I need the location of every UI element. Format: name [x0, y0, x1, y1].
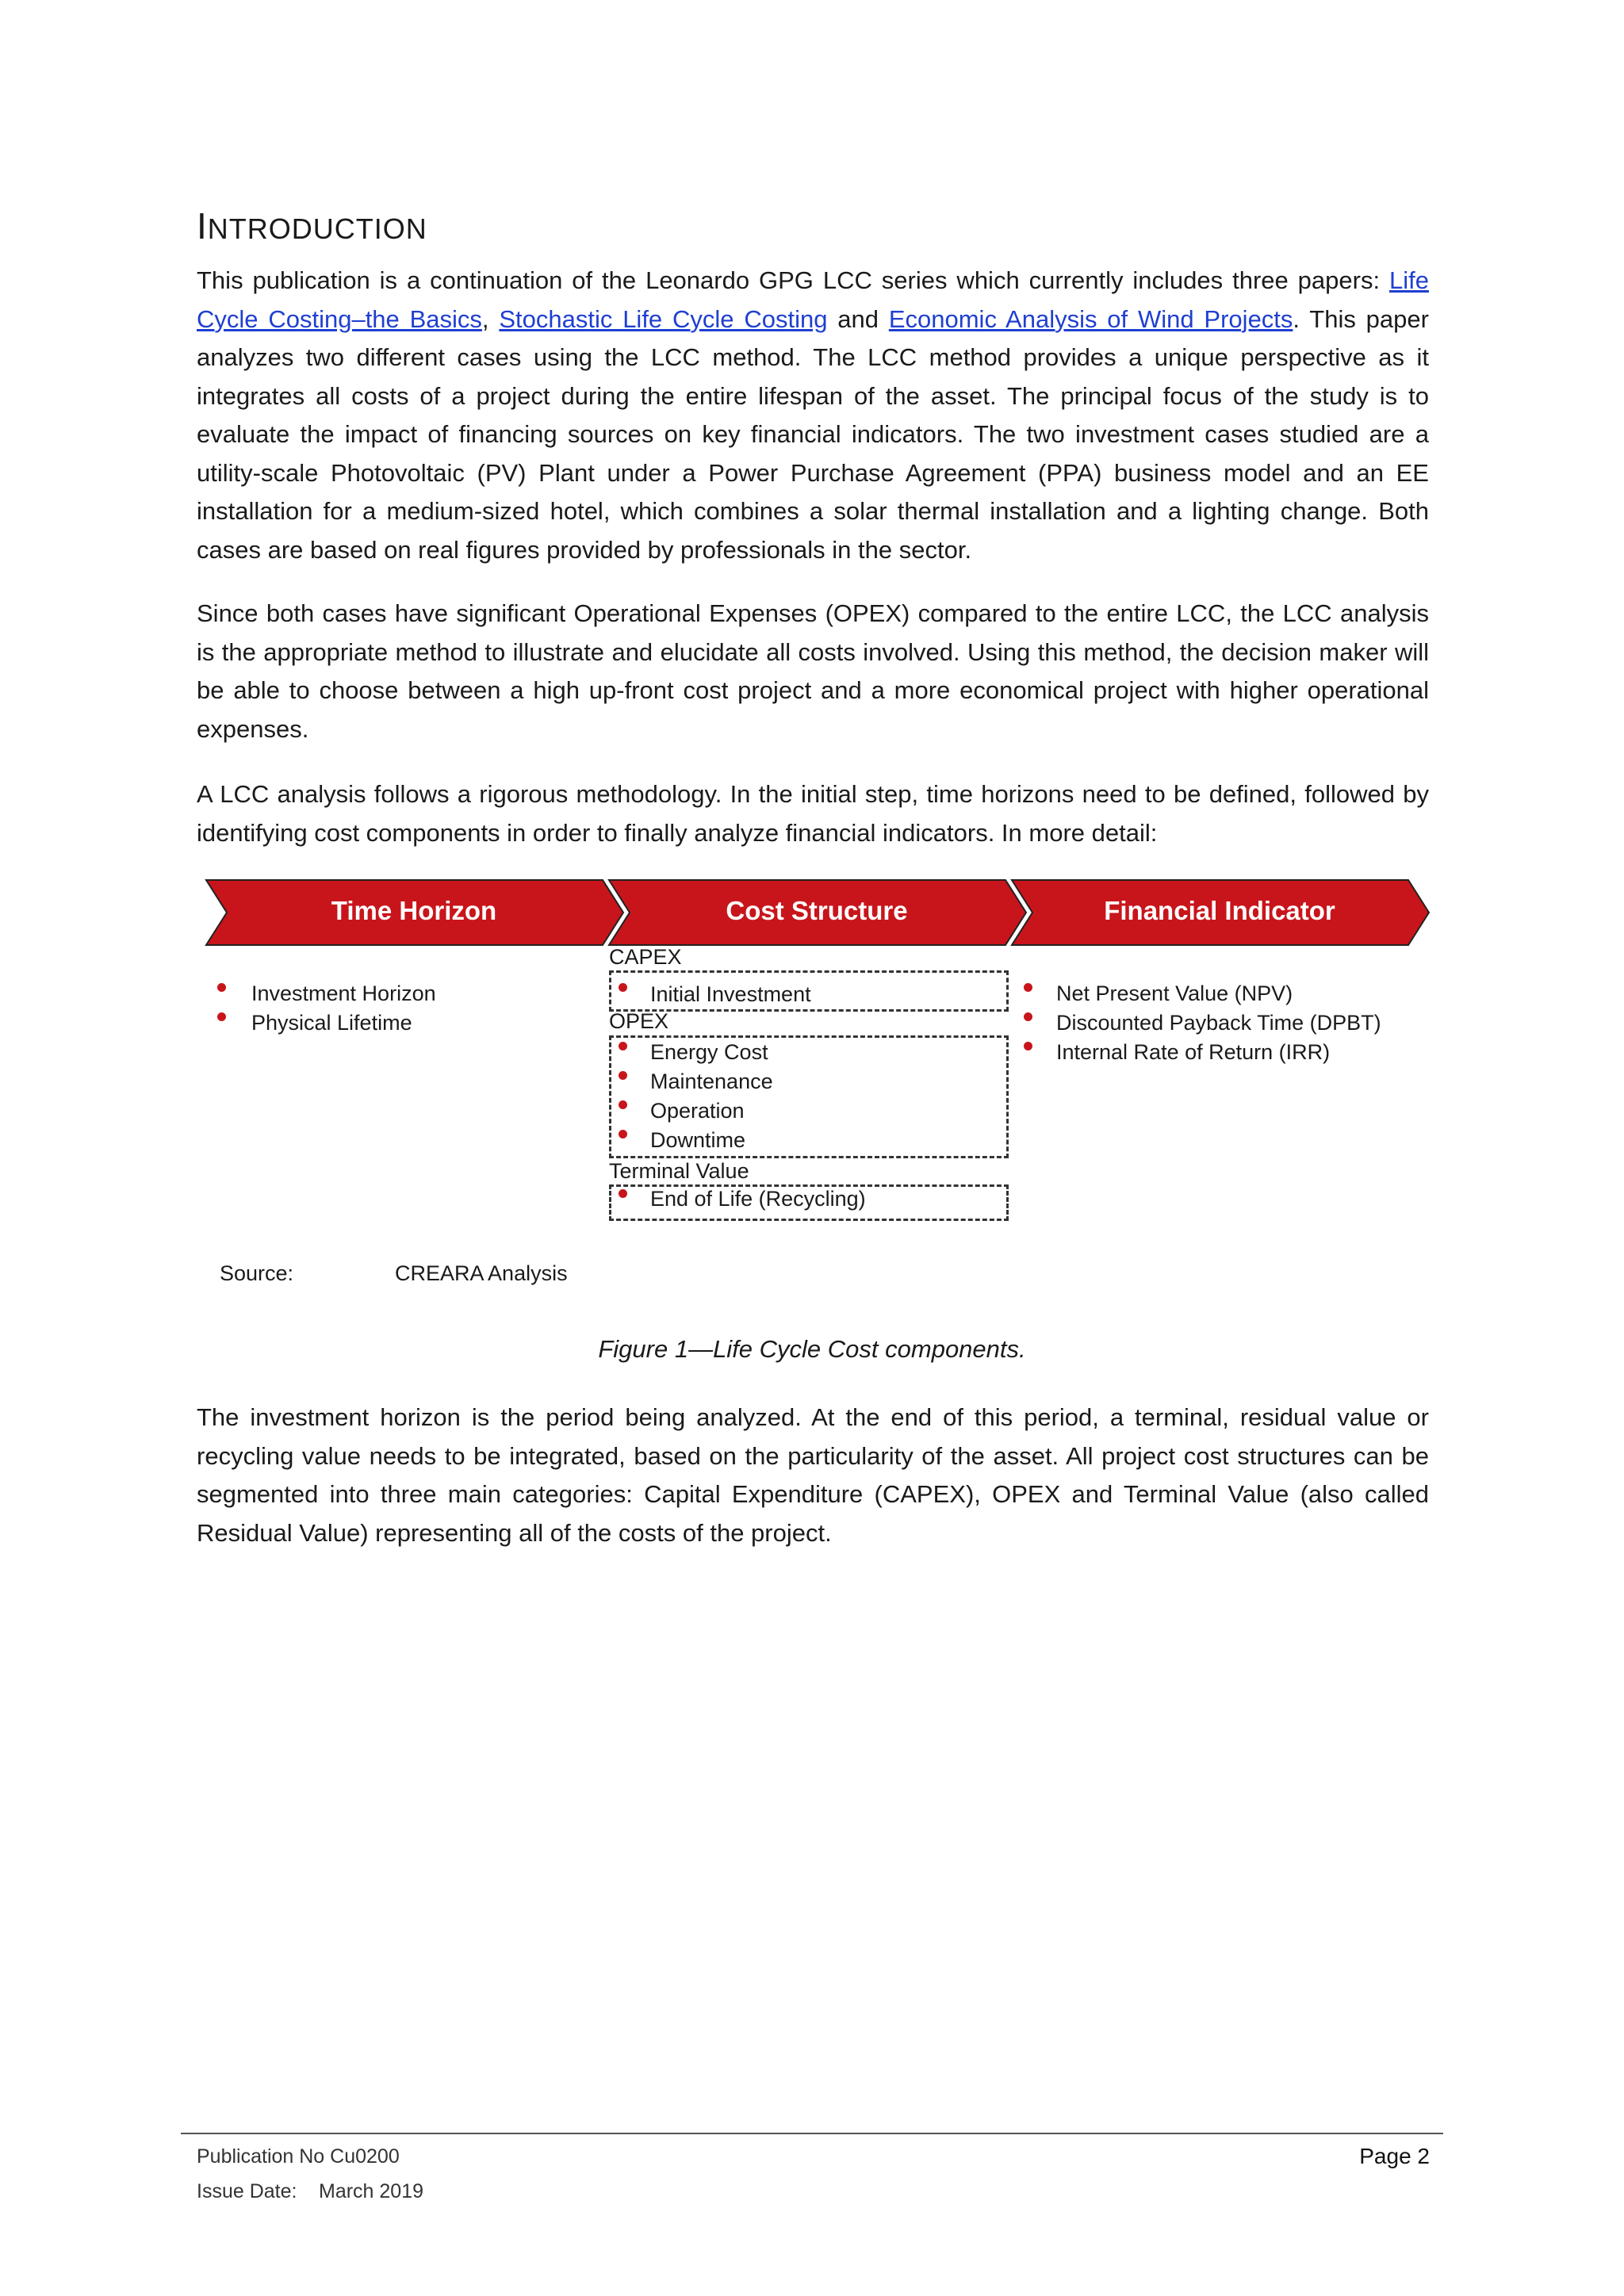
paragraph-text: . This paper analyzes two different cases using the LCC method. The LCC method provides a unique perspective as it integrates all costs of a project during the entire lifespan of the asset. The principal focus of the study is to evaluate the impact of financing sources on key financial indicators. The two investment cases studied are a utility-scale Photovoltaic (PV) Plant under a Power Purchase Agreement (PPA) business model and an EE installation for a medium-sized hotel, which combines a solar thermal installation and a lighting change. Both cases are based on real figures provided by professionals in the sector.: [197, 304, 1429, 564]
bullet-dot: [619, 1130, 627, 1138]
bullet-dot: [217, 1012, 226, 1021]
figure-caption: Figure 1—Life Cycle Cost components.: [598, 1335, 1026, 1363]
terminal-value-label: Terminal Value: [609, 1159, 749, 1183]
bullet-dot: [217, 983, 226, 992]
chevron-label-time-horizon: Time Horizon: [331, 896, 497, 925]
list-item: Operation: [650, 1099, 745, 1123]
source-label: Source:: [220, 1261, 294, 1285]
list-item: Discounted Payback Time (DPBT): [1056, 1011, 1381, 1035]
footer-divider: [181, 2133, 1443, 2134]
paragraph-intro: [197, 262, 1429, 569]
paragraph-separator: ,: [481, 304, 500, 333]
opex-list: [650, 1038, 773, 1155]
paragraph-methodology: A LCC analysis follows a rigorous methodology. In the initial step, time horizons need to be defined, followed by identifying cost components in order to finally analyze financial indicators. In more detail:: [197, 780, 1429, 847]
list-item: Energy Cost: [650, 1040, 768, 1064]
paragraph-text: This publication is a continuation of the Leonardo GPG LCC series which currently includes three papers:: [197, 266, 1390, 294]
heading-initial: I: [197, 205, 208, 247]
list-item: Maintenance: [650, 1070, 773, 1093]
paragraph-separator: and: [827, 304, 889, 333]
bullet-dot: [1024, 1042, 1032, 1050]
capex-list: [650, 980, 811, 1009]
source-value: CREARA Analysis: [395, 1261, 568, 1285]
bullet-dot: [619, 1042, 627, 1050]
time-horizon-list: [251, 979, 436, 1038]
terminal-value-list: [650, 1184, 866, 1214]
opex-label: OPEX: [609, 1009, 669, 1033]
paragraph-investment-horizon: The investment horizon is the period being analyzed. At the end of this period, a terminal, residual value or recycling value needs to be integrated, based on the particularity of the asset. All project cost structures can be segmented into three main categories: Capital Expenditure (CAPEX), OPEX and Terminal Value (also called Residual Value) representing all of the costs of the project.: [197, 1403, 1429, 1547]
chevron-label-financial-indicator: Financial Indicator: [1104, 896, 1335, 925]
link-stochastic-lcc[interactable]: Stochastic Life Cycle Costing: [499, 304, 828, 333]
list-item: End of Life (Recycling): [650, 1187, 866, 1211]
list-item: Investment Horizon: [251, 982, 436, 1005]
chevron-label-cost-structure: Cost Structure: [726, 896, 908, 925]
bullet-dot: [619, 983, 627, 992]
list-item: Net Present Value (NPV): [1056, 982, 1293, 1005]
bullet-dot: [1024, 1012, 1032, 1021]
bullet-dot: [619, 1100, 627, 1109]
list-item: Physical Lifetime: [251, 1011, 412, 1035]
paragraph-opex: Since both cases have significant Operational Expenses (OPEX) compared to the entire LCC, the LCC analysis is the appropriate method to illustrate and elucidate all costs involved. Using this method, the decision maker will be able to choose between a high up-front cost project and a more economical project with higher operational expenses.: [197, 599, 1429, 743]
financial-indicator-list: [1056, 979, 1381, 1067]
heading-rest: NTRODUCTION: [207, 212, 427, 245]
list-item: Downtime: [650, 1128, 746, 1152]
footer-issue-label: Issue Date:: [197, 2180, 297, 2202]
bullet-dot: [619, 1189, 627, 1198]
bullet-dot: [619, 1071, 627, 1080]
footer-publication-number: Publication No Cu0200: [197, 2145, 400, 2168]
list-item: Internal Rate of Return (IRR): [1056, 1040, 1331, 1064]
link-lcc-basics[interactable]: Life Cycle Costing–the Basics: [197, 266, 1429, 333]
capex-label: CAPEX: [609, 945, 682, 969]
list-item: Initial Investment: [650, 982, 811, 1006]
link-wind-projects[interactable]: Economic Analysis of Wind Projects: [888, 304, 1293, 333]
section-heading: [197, 205, 427, 247]
bullet-dot: [1024, 983, 1032, 992]
footer-issue-date: March 2019: [319, 2180, 424, 2202]
footer-page-number: Page 2: [1359, 2144, 1430, 2168]
